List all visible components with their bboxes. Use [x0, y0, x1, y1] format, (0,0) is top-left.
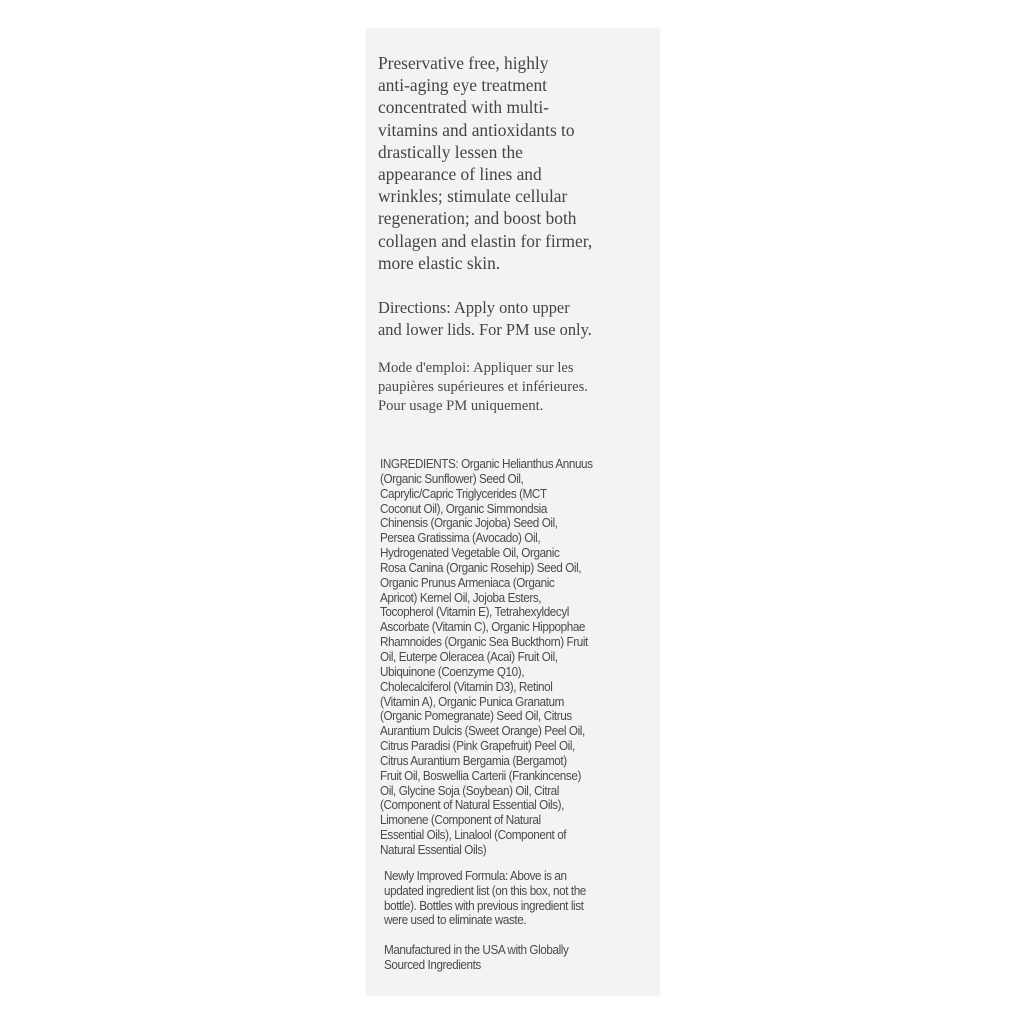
- product-label-panel: [366, 28, 660, 996]
- product-description: Preservative free, highly anti-aging eye treatment concentrated with multi- vitamins and antioxidants to drastically lessen the appearance of lines and wrinkles; stimulate cellular regeneration; and boost both collagen and elastin for firmer, more elastic skin.: [378, 53, 593, 273]
- directions-english: Directions: Apply onto upper and lower lids. For PM use only.: [378, 298, 592, 339]
- directions-french: Mode d'emploi: Appliquer sur les paupières supérieures et inférieures. Pour usage PM uniquement.: [378, 360, 588, 415]
- manufacturing-note: Manufactured in the USA with Globally Sourced Ingredients: [384, 943, 569, 972]
- ingredients-list: INGREDIENTS: Organic Helianthus Annuus (Organic Sunflower) Seed Oil, Caprylic/Capric Triglycerides (MCT Coconut Oil), Organic Simmondsia Chinensis (Organic Jojoba) Seed Oil, Persea Gratissima (Avocado) Oil, Hydrogenated Vegetable Oil, Organic Rosa Canina (Organic Rosehip) Seed Oil, Organic Prunus Armeniaca (Organic Apricot) Kernel Oil, Jojoba Esters, Tocopherol (Vitamin E), Tetrahexyldecyl Ascorbate (Vitamin C), Organic Hippophae Rhamnoides (Organic Sea Buckthorn) Fruit Oil, Euterpe Oleracea (Acai) Fruit Oil, Ubiquinone (Coenzyme Q10), Cholecalciferol (Vitamin D3), Retinol (Vitamin A), Organic Punica Granatum (Organic Pomegranate) Seed Oil, Citrus Aurantium Dulcis (Sweet Orange) Peel Oil, Citrus Paradisi (Pink Grapefruit) Peel Oil, Citrus Aurantium Bergamia (Bergamot) Fruit Oil, Boswellia Carterii (Frankincense) Oil, Glycine Soja (Soybean) Oil, Citral (Component of Natural Essential Oils), Limonene (Component of Natural Essential Oils), Linalool (Component of Natural Essential Oils): [380, 457, 593, 857]
- formula-note: Newly Improved Formula: Above is an updated ingredient list (on this box, not the bottle). Bottles with previous ingredient list were used to eliminate waste.: [384, 869, 586, 928]
